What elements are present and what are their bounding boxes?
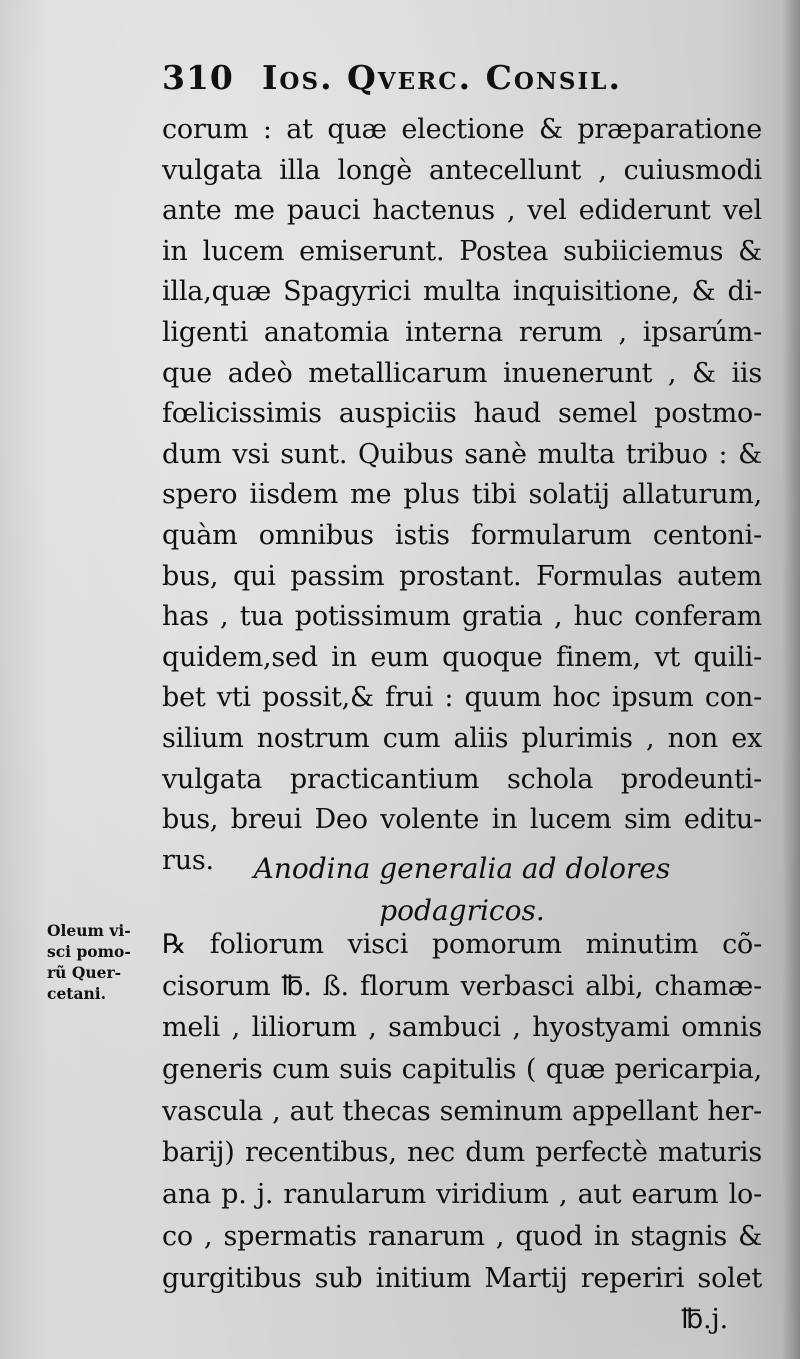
text-line: vulgata practicantium schola prodeunti- [162, 763, 762, 795]
marginal-note-line: sci pomo- [47, 942, 131, 961]
text-line: quàm omnibus istis formularum centoni- [162, 519, 762, 551]
recipe-line: meli , liliorum , sambuci , hyostyami omnis [162, 1012, 762, 1044]
section-heading-line-1: Anodina generalia ad dolores [253, 852, 671, 885]
page-gutter-shadow [782, 0, 800, 1359]
recipe-line: cisorum ℔. ß. florum verbasci albi, chamæ- [162, 970, 762, 1002]
section-heading [162, 848, 762, 932]
main-paragraph [162, 110, 762, 881]
text-line: corum : at quæ electione & præparatione [162, 114, 762, 145]
recipe-line: ℞ foliorum visci pomorum minutim cõ- [162, 929, 762, 960]
recipe-line: vascula , aut thecas seminum appellant her- [162, 1095, 762, 1127]
text-line: in lucem emiserunt. Postea subiiciemus & [162, 235, 762, 267]
marginal-note-line: Oleum vi- [47, 921, 131, 940]
running-header [162, 58, 762, 104]
text-line: dum vsi sunt. Quibus sanè multa tribuo : & [162, 438, 762, 470]
running-head-title: Ios. Qverc. Consil. [262, 58, 622, 97]
marginal-note-line: cetani. [47, 984, 107, 1003]
recipe-line: barij) recentibus, nec dum perfectè maturis [162, 1137, 762, 1169]
text-line: quidem,sed in eum quoque finem, vt quili- [162, 641, 762, 673]
recipe-line: generis cum suis capitulis ( quæ pericarpia, [162, 1054, 762, 1086]
page-number: 310 [162, 58, 234, 97]
text-line: fœlicissimis auspiciis haud semel postmo- [162, 398, 762, 430]
text-line: que adeò metallicarum inuenerunt , & iis [162, 357, 762, 389]
text-line: bus, breui Deo volente in lucem sim editu- [162, 804, 762, 836]
text-line: ligenti anatomia interna rerum , ipsarúm- [162, 316, 762, 348]
text-line: vulgata illa longè antecellunt , cuiusmodi [162, 154, 762, 186]
text-line: ante me pauci hactenus , vel ediderunt vel [162, 195, 762, 227]
text-line: illa,quæ Spagyrici multa inquisitione, & di- [162, 276, 762, 308]
text-line: spero iisdem me plus tibi solatij allaturum, [162, 479, 762, 511]
marginal-note-line: rũ Quer- [47, 963, 122, 982]
recipe-paragraph [162, 924, 762, 1341]
section-heading-line-2: podagricos. [379, 894, 545, 927]
text-line: has , tua potissimum gratia , huc conferam [162, 601, 762, 633]
text-line: bet vti possit,& frui : quum hoc ipsum con- [162, 682, 762, 714]
marginal-note [47, 920, 157, 1004]
recipe-end-measure: ℔.j. [681, 1304, 728, 1336]
recipe-line: ana p. j. ranularum viridium , aut earum lo- [162, 1179, 762, 1211]
text-line: rus. [162, 844, 214, 876]
text-line: bus, qui passim prostant. Formulas autem [162, 560, 762, 592]
text-line: silium nostrum cum aliis plurimis , non ex [162, 722, 762, 754]
recipe-line: co , spermatis ranarum , quod in stagnis & [162, 1220, 762, 1252]
recipe-line: gurgitibus sub initium Martij reperiri solet [162, 1262, 762, 1294]
